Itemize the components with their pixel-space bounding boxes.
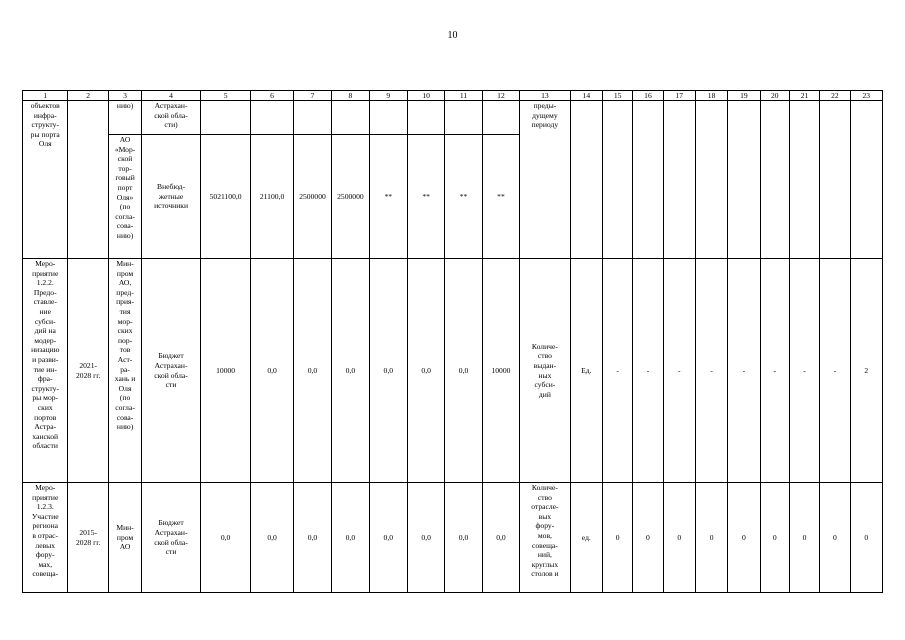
header-cell: 10 [407, 91, 444, 101]
target-cell [602, 101, 632, 259]
page-number: 10 [447, 30, 458, 41]
value-cell: 10000 [200, 259, 251, 483]
target-cell: 0 [850, 483, 882, 593]
value-cell [445, 101, 482, 135]
target-cell: 0 [695, 483, 727, 593]
target-cell: - [728, 259, 760, 483]
header-cell: 6 [251, 91, 293, 101]
target-cell [850, 101, 882, 259]
source-cell: Внебюд- жетные источники [142, 135, 201, 259]
target-cell: 0 [728, 483, 760, 593]
header-cell: 12 [482, 91, 519, 101]
source-cell: Бюджет Астрахан- ской обла- сти [142, 259, 201, 483]
value-cell [369, 101, 407, 135]
header-cell: 16 [633, 91, 663, 101]
header-cell: 5 [200, 91, 251, 101]
executor-cell: нию) [108, 101, 141, 135]
value-cell: 0,0 [332, 483, 369, 593]
period-cell: 2015- 2028 гг. [68, 483, 108, 593]
header-cell: 19 [728, 91, 760, 101]
indicator-cell: Количе- ство выдан- ных субси- дий [520, 259, 571, 483]
value-cell: 0,0 [407, 483, 444, 593]
target-cell: 0 [789, 483, 819, 593]
target-cell [663, 101, 695, 259]
header-cell: 8 [332, 91, 369, 101]
value-cell: 0,0 [445, 259, 482, 483]
value-cell: 0,0 [369, 483, 407, 593]
target-cell: 0 [760, 483, 789, 593]
target-cell: - [633, 259, 663, 483]
target-cell: 2 [850, 259, 882, 483]
target-cell: 0 [663, 483, 695, 593]
value-cell: 0,0 [251, 483, 293, 593]
value-cell: 0,0 [445, 483, 482, 593]
target-cell: 0 [633, 483, 663, 593]
target-cell: 0 [602, 483, 632, 593]
value-cell: ** [407, 135, 444, 259]
source-cell: Астрахан- ской обла- сти) [142, 101, 201, 135]
value-cell: 0,0 [251, 259, 293, 483]
value-cell: ** [445, 135, 482, 259]
target-cell [789, 101, 819, 259]
target-cell [695, 101, 727, 259]
header-cell: 18 [695, 91, 727, 101]
target-cell [728, 101, 760, 259]
value-cell: 21100,0 [251, 135, 293, 259]
header-cell: 9 [369, 91, 407, 101]
value-cell [251, 101, 293, 135]
source-cell: Бюджет Астрахан- ской обла- сти [142, 483, 201, 593]
table-row [23, 259, 883, 483]
value-cell: 0,0 [407, 259, 444, 483]
value-cell: 2500000 [332, 135, 369, 259]
value-cell: 2500000 [293, 135, 331, 259]
value-cell: 10000 [482, 259, 519, 483]
table-row [23, 101, 883, 135]
executor-cell: АО «Мор- ской тор- говый порт Оля» (по согла- сова- нию) [108, 135, 141, 259]
header-cell: 20 [760, 91, 789, 101]
value-cell: 0,0 [332, 259, 369, 483]
value-cell: 0,0 [293, 259, 331, 483]
header-cell: 7 [293, 91, 331, 101]
indicator-cell: Количе- ство отрасле- вых фору- мов, совеща- ний, круглых столов и [520, 483, 571, 593]
executor-cell: Мин- пром АО, пред- прия- тия мор- ских пор- тов Аст- ра- хань и Оля (по согла- сова- нию) [108, 259, 141, 483]
header-cell: 3 [108, 91, 141, 101]
value-cell [200, 101, 251, 135]
header-cell: 17 [663, 91, 695, 101]
target-cell: - [760, 259, 789, 483]
indicator-cell: преды- дущему периоду [520, 101, 571, 259]
value-cell: ** [369, 135, 407, 259]
value-cell: 0,0 [200, 483, 251, 593]
value-cell: 0,0 [482, 483, 519, 593]
header-cell: 11 [445, 91, 482, 101]
header-row [23, 91, 883, 101]
target-cell [633, 101, 663, 259]
unit-cell [570, 101, 602, 259]
value-cell [482, 101, 519, 135]
event-name-cell: Меро- приятие 1.2.3. Участие региона в отрас- левых фору- мах, совеща- [23, 483, 68, 593]
target-cell: - [602, 259, 632, 483]
value-cell [332, 101, 369, 135]
header-cell: 1 [23, 91, 68, 101]
unit-cell: ед. [570, 483, 602, 593]
executor-cell: Мин- пром АО [108, 483, 141, 593]
event-name-cell: объектов инфра- структу- ры порта Оля [23, 101, 68, 259]
value-cell: 5021100,0 [200, 135, 251, 259]
period-cell: 2021- 2028 гг. [68, 259, 108, 483]
header-cell: 13 [520, 91, 571, 101]
header-cell: 22 [820, 91, 850, 101]
target-cell: - [789, 259, 819, 483]
table-row [23, 483, 883, 593]
target-cell: 0 [820, 483, 850, 593]
target-cell: - [820, 259, 850, 483]
value-cell: ** [482, 135, 519, 259]
header-cell: 4 [142, 91, 201, 101]
target-cell: - [663, 259, 695, 483]
header-cell: 23 [850, 91, 882, 101]
unit-cell: Ед. [570, 259, 602, 483]
event-name-cell: Меро- приятие 1.2.2. Предо- ставле- ние субси- дий на модер- низацию и разви- тие ин- фра- структу- ры мор- ских портов Астра- ханской области [23, 259, 68, 483]
target-cell: - [695, 259, 727, 483]
period-cell [68, 101, 108, 259]
target-cell [820, 101, 850, 259]
header-cell: 2 [68, 91, 108, 101]
header-cell: 21 [789, 91, 819, 101]
value-cell [407, 101, 444, 135]
header-cell: 14 [570, 91, 602, 101]
target-cell [760, 101, 789, 259]
program-table [22, 90, 883, 593]
value-cell: 0,0 [293, 483, 331, 593]
header-cell: 15 [602, 91, 632, 101]
value-cell [293, 101, 331, 135]
value-cell: 0,0 [369, 259, 407, 483]
